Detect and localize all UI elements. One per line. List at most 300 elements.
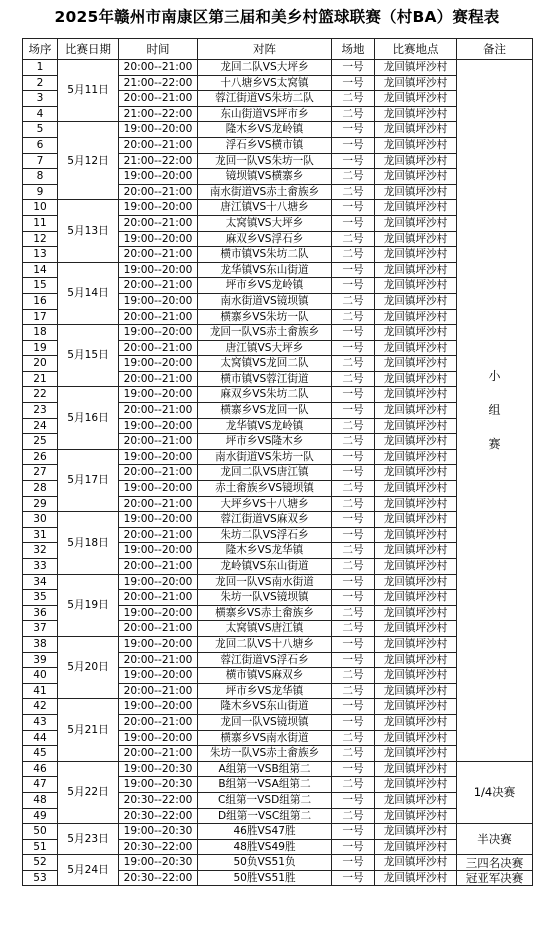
venue-cell: 龙回镇坪沙村	[375, 605, 457, 621]
venue-cell: 龙回镇坪沙村	[375, 730, 457, 746]
schedule-body	[23, 60, 533, 886]
venue-cell: 龙回镇坪沙村	[375, 387, 457, 403]
venue-cell: 龙回镇坪沙村	[375, 746, 457, 762]
venue-cell: 龙回镇坪沙村	[375, 777, 457, 793]
venue-cell: 龙回镇坪沙村	[375, 668, 457, 684]
table-row	[23, 122, 533, 138]
venue-cell: 龙回镇坪沙村	[375, 574, 457, 590]
match-number-cell: 13	[23, 247, 58, 263]
header-notes: 备注	[457, 39, 533, 60]
venue-cell: 龙回镇坪沙村	[375, 340, 457, 356]
match-number-cell: 3	[23, 91, 58, 107]
venue-cell: 龙回镇坪沙村	[375, 153, 457, 169]
matchup-cell: 隆木乡VS龙华镇	[198, 543, 332, 559]
court-cell: 二号	[332, 621, 375, 637]
match-number-cell: 9	[23, 184, 58, 200]
time-cell: 20:00--21:00	[119, 652, 198, 668]
time-cell: 19:00--20:00	[119, 356, 198, 372]
time-cell: 19:00--20:00	[119, 387, 198, 403]
court-cell: 一号	[332, 60, 375, 76]
table-row	[23, 325, 533, 341]
court-cell: 一号	[332, 636, 375, 652]
matchup-cell: 浮石乡VS横市镇	[198, 137, 332, 153]
time-cell: 19:00--20:00	[119, 605, 198, 621]
match-number-cell: 1	[23, 60, 58, 76]
matchup-cell: 太窝镇VS唐江镇	[198, 621, 332, 637]
date-cell: 5月14日	[58, 262, 119, 324]
page-title: 2025年赣州市南康区第三届和美乡村篮球联赛（村BA）赛程表	[54, 8, 500, 26]
court-cell: 一号	[332, 527, 375, 543]
time-cell: 20:00--21:00	[119, 621, 198, 637]
court-cell: 二号	[332, 418, 375, 434]
time-cell: 19:00--20:30	[119, 777, 198, 793]
matchup-cell: 坪市乡VS龙华镇	[198, 683, 332, 699]
time-cell: 20:00--21:00	[119, 137, 198, 153]
court-cell: 一号	[332, 855, 375, 871]
court-cell: 二号	[332, 91, 375, 107]
court-cell: 一号	[332, 761, 375, 777]
table-row	[23, 761, 533, 777]
time-cell: 20:30--22:00	[119, 839, 198, 855]
time-cell: 19:00--20:00	[119, 699, 198, 715]
match-number-cell: 22	[23, 387, 58, 403]
court-cell: 一号	[332, 870, 375, 886]
match-number-cell: 51	[23, 839, 58, 855]
time-cell: 20:00--21:00	[119, 403, 198, 419]
time-cell: 19:00--20:00	[119, 200, 198, 216]
matchup-cell: 蓉江街道VS麻双乡	[198, 512, 332, 528]
stage-note: 三四名决赛	[457, 855, 533, 871]
court-cell: 二号	[332, 106, 375, 122]
venue-cell: 龙回镇坪沙村	[375, 356, 457, 372]
time-cell: 19:00--20:00	[119, 481, 198, 497]
matchup-cell: 46胜VS47胜	[198, 824, 332, 840]
match-number-cell: 27	[23, 465, 58, 481]
match-number-cell: 48	[23, 792, 58, 808]
time-cell: 19:00--20:00	[119, 122, 198, 138]
match-number-cell: 2	[23, 75, 58, 91]
time-cell: 19:00--20:30	[119, 824, 198, 840]
match-number-cell: 34	[23, 574, 58, 590]
venue-cell: 龙回镇坪沙村	[375, 792, 457, 808]
venue-cell: 龙回镇坪沙村	[375, 683, 457, 699]
court-cell: 一号	[332, 574, 375, 590]
match-number-cell: 16	[23, 293, 58, 309]
court-cell: 一号	[332, 200, 375, 216]
match-number-cell: 17	[23, 309, 58, 325]
venue-cell: 龙回镇坪沙村	[375, 231, 457, 247]
match-number-cell: 14	[23, 262, 58, 278]
match-number-cell: 47	[23, 777, 58, 793]
match-number-cell: 12	[23, 231, 58, 247]
matchup-cell: 横寨乡VS赤土畲族乡	[198, 605, 332, 621]
date-cell: 5月20日	[58, 636, 119, 698]
time-cell: 19:00--20:00	[119, 512, 198, 528]
match-number-cell: 49	[23, 808, 58, 824]
time-cell: 19:00--20:00	[119, 293, 198, 309]
matchup-cell: 蓉江街道VS浮石乡	[198, 652, 332, 668]
time-cell: 19:00--20:30	[119, 761, 198, 777]
matchup-cell: 南水街道VS赤土畲族乡	[198, 184, 332, 200]
match-number-cell: 50	[23, 824, 58, 840]
court-cell: 一号	[332, 403, 375, 419]
venue-cell: 龙回镇坪沙村	[375, 449, 457, 465]
table-row	[23, 387, 533, 403]
matchup-cell: 50负VS51负	[198, 855, 332, 871]
match-number-cell: 10	[23, 200, 58, 216]
time-cell: 19:00--20:00	[119, 231, 198, 247]
match-number-cell: 38	[23, 636, 58, 652]
court-cell: 二号	[332, 808, 375, 824]
time-cell: 19:00--20:00	[119, 169, 198, 185]
matchup-cell: 太窝镇VS龙回二队	[198, 356, 332, 372]
time-cell: 20:00--21:00	[119, 465, 198, 481]
court-cell: 二号	[332, 309, 375, 325]
matchup-cell: 朱坊一队VS赤土畲族乡	[198, 746, 332, 762]
match-number-cell: 11	[23, 215, 58, 231]
venue-cell: 龙回镇坪沙村	[375, 418, 457, 434]
match-number-cell: 8	[23, 169, 58, 185]
time-cell: 20:00--21:00	[119, 496, 198, 512]
time-cell: 21:00--22:00	[119, 106, 198, 122]
matchup-cell: 镜坝镇VS横寨乡	[198, 169, 332, 185]
date-cell: 5月16日	[58, 387, 119, 449]
venue-cell: 龙回镇坪沙村	[375, 761, 457, 777]
stage-note: 1/4决赛	[457, 761, 533, 823]
header-venue: 比赛地点	[375, 39, 457, 60]
matchup-cell: 隆木乡VS龙岭镇	[198, 122, 332, 138]
matchup-cell: 坪市乡VS龙岭镇	[198, 278, 332, 294]
court-cell: 一号	[332, 699, 375, 715]
match-number-cell: 28	[23, 481, 58, 497]
court-cell: 一号	[332, 215, 375, 231]
match-number-cell: 7	[23, 153, 58, 169]
venue-cell: 龙回镇坪沙村	[375, 184, 457, 200]
match-number-cell: 24	[23, 418, 58, 434]
venue-cell: 龙回镇坪沙村	[375, 496, 457, 512]
match-number-cell: 36	[23, 605, 58, 621]
matchup-cell: 龙回一队VS赤土畲族乡	[198, 325, 332, 341]
time-cell: 19:00--20:00	[119, 574, 198, 590]
matchup-cell: 横寨乡VS朱坊一队	[198, 309, 332, 325]
matchup-cell: 南水街道VS朱坊一队	[198, 449, 332, 465]
matchup-cell: 横寨乡VS龙回一队	[198, 403, 332, 419]
match-number-cell: 42	[23, 699, 58, 715]
matchup-cell: 麻双乡VS朱坊二队	[198, 387, 332, 403]
venue-cell: 龙回镇坪沙村	[375, 215, 457, 231]
match-number-cell: 23	[23, 403, 58, 419]
venue-cell: 龙回镇坪沙村	[375, 106, 457, 122]
venue-cell: 龙回镇坪沙村	[375, 434, 457, 450]
court-cell: 二号	[332, 481, 375, 497]
match-number-cell: 19	[23, 340, 58, 356]
matchup-cell: 龙回一队VS朱坊一队	[198, 153, 332, 169]
match-number-cell: 33	[23, 559, 58, 575]
court-cell: 一号	[332, 792, 375, 808]
matchup-cell: 东山街道VS坪市乡	[198, 106, 332, 122]
date-cell: 5月15日	[58, 325, 119, 387]
stage-note: 冠亚军决赛	[457, 870, 533, 886]
matchup-cell: 隆木乡VS东山街道	[198, 699, 332, 715]
matchup-cell: B组第一VSA组第二	[198, 777, 332, 793]
venue-cell: 龙回镇坪沙村	[375, 465, 457, 481]
table-header-row	[23, 39, 533, 60]
time-cell: 20:00--21:00	[119, 434, 198, 450]
date-cell: 5月22日	[58, 761, 119, 823]
stage-note-group	[457, 60, 533, 762]
court-cell: 二号	[332, 293, 375, 309]
court-cell: 一号	[332, 512, 375, 528]
matchup-cell: 唐江镇VS大坪乡	[198, 340, 332, 356]
time-cell: 20:00--21:00	[119, 340, 198, 356]
venue-cell: 龙回镇坪沙村	[375, 512, 457, 528]
time-cell: 21:00--22:00	[119, 153, 198, 169]
matchup-cell: 龙华镇VS龙岭镇	[198, 418, 332, 434]
match-number-cell: 31	[23, 527, 58, 543]
venue-cell: 龙回镇坪沙村	[375, 699, 457, 715]
venue-cell: 龙回镇坪沙村	[375, 714, 457, 730]
venue-cell: 龙回镇坪沙村	[375, 543, 457, 559]
matchup-cell: C组第一VSD组第二	[198, 792, 332, 808]
time-cell: 20:00--21:00	[119, 683, 198, 699]
court-cell: 一号	[332, 75, 375, 91]
court-cell: 一号	[332, 122, 375, 138]
matchup-cell: 50胜VS51胜	[198, 870, 332, 886]
court-cell: 一号	[332, 137, 375, 153]
match-number-cell: 6	[23, 137, 58, 153]
venue-cell: 龙回镇坪沙村	[375, 481, 457, 497]
note-char: 组	[488, 403, 501, 418]
court-cell: 二号	[332, 371, 375, 387]
time-cell: 19:00--20:00	[119, 262, 198, 278]
court-cell: 一号	[332, 824, 375, 840]
time-cell: 19:00--20:00	[119, 325, 198, 341]
time-cell: 19:00--20:00	[119, 449, 198, 465]
venue-cell: 龙回镇坪沙村	[375, 870, 457, 886]
court-cell: 一号	[332, 449, 375, 465]
stage-note: 半决赛	[457, 824, 533, 855]
date-cell: 5月21日	[58, 699, 119, 761]
header-time: 时间	[119, 39, 198, 60]
time-cell: 20:00--21:00	[119, 60, 198, 76]
time-cell: 20:30--22:00	[119, 792, 198, 808]
court-cell: 二号	[332, 730, 375, 746]
match-number-cell: 39	[23, 652, 58, 668]
venue-cell: 龙回镇坪沙村	[375, 371, 457, 387]
venue-cell: 龙回镇坪沙村	[375, 60, 457, 76]
venue-cell: 龙回镇坪沙村	[375, 309, 457, 325]
date-cell: 5月24日	[58, 855, 119, 886]
match-number-cell: 4	[23, 106, 58, 122]
venue-cell: 龙回镇坪沙村	[375, 590, 457, 606]
matchup-cell: 唐江镇VS十八塘乡	[198, 200, 332, 216]
header-court: 场地	[332, 39, 375, 60]
table-row	[23, 574, 533, 590]
court-cell: 一号	[332, 714, 375, 730]
match-number-cell: 29	[23, 496, 58, 512]
venue-cell: 龙回镇坪沙村	[375, 403, 457, 419]
venue-cell: 龙回镇坪沙村	[375, 325, 457, 341]
court-cell: 一号	[332, 387, 375, 403]
venue-cell: 龙回镇坪沙村	[375, 262, 457, 278]
schedule-table	[22, 38, 533, 886]
match-number-cell: 20	[23, 356, 58, 372]
note-char: 小	[488, 369, 501, 384]
matchup-cell: 龙岭镇VS东山街道	[198, 559, 332, 575]
match-number-cell: 21	[23, 371, 58, 387]
court-cell: 二号	[332, 184, 375, 200]
venue-cell: 龙回镇坪沙村	[375, 169, 457, 185]
matchup-cell: 横市镇VS麻双乡	[198, 668, 332, 684]
table-row	[23, 855, 533, 871]
table-row	[23, 699, 533, 715]
matchup-cell: A组第一VSB组第二	[198, 761, 332, 777]
court-cell: 二号	[332, 559, 375, 575]
match-number-cell: 40	[23, 668, 58, 684]
venue-cell: 龙回镇坪沙村	[375, 824, 457, 840]
court-cell: 二号	[332, 683, 375, 699]
time-cell: 20:00--21:00	[119, 527, 198, 543]
matchup-cell: 48胜VS49胜	[198, 839, 332, 855]
match-number-cell: 25	[23, 434, 58, 450]
time-cell: 19:00--20:30	[119, 855, 198, 871]
table-row	[23, 60, 533, 76]
venue-cell: 龙回镇坪沙村	[375, 527, 457, 543]
time-cell: 21:00--22:00	[119, 75, 198, 91]
time-cell: 20:00--21:00	[119, 746, 198, 762]
venue-cell: 龙回镇坪沙村	[375, 247, 457, 263]
matchup-cell: 朱坊一队VS镜坝镇	[198, 590, 332, 606]
date-cell: 5月12日	[58, 122, 119, 200]
matchup-cell: 龙回二队VS大坪乡	[198, 60, 332, 76]
venue-cell: 龙回镇坪沙村	[375, 636, 457, 652]
match-number-cell: 44	[23, 730, 58, 746]
time-cell: 20:30--22:00	[119, 870, 198, 886]
venue-cell: 龙回镇坪沙村	[375, 559, 457, 575]
court-cell: 二号	[332, 496, 375, 512]
match-number-cell: 45	[23, 746, 58, 762]
matchup-cell: 赤土畲族乡VS镜坝镇	[198, 481, 332, 497]
matchup-cell: 龙回一队VS南水街道	[198, 574, 332, 590]
matchup-cell: 横市镇VS朱坊二队	[198, 247, 332, 263]
matchup-cell: 蓉江街道VS朱坊二队	[198, 91, 332, 107]
note-char: 赛	[488, 437, 501, 452]
time-cell: 20:00--21:00	[119, 215, 198, 231]
table-row	[23, 200, 533, 216]
time-cell: 20:00--21:00	[119, 559, 198, 575]
time-cell: 20:00--21:00	[119, 309, 198, 325]
match-number-cell: 52	[23, 855, 58, 871]
match-number-cell: 43	[23, 714, 58, 730]
match-number-cell: 26	[23, 449, 58, 465]
venue-cell: 龙回镇坪沙村	[375, 75, 457, 91]
court-cell: 二号	[332, 247, 375, 263]
match-number-cell: 37	[23, 621, 58, 637]
venue-cell: 龙回镇坪沙村	[375, 855, 457, 871]
court-cell: 二号	[332, 169, 375, 185]
venue-cell: 龙回镇坪沙村	[375, 91, 457, 107]
court-cell: 二号	[332, 668, 375, 684]
date-cell: 5月11日	[58, 60, 119, 122]
matchup-cell: D组第一VSC组第二	[198, 808, 332, 824]
court-cell: 二号	[332, 605, 375, 621]
matchup-cell: 横市镇VS蓉江街道	[198, 371, 332, 387]
matchup-cell: 龙回二队VS唐江镇	[198, 465, 332, 481]
header-matchup: 对阵	[198, 39, 332, 60]
venue-cell: 龙回镇坪沙村	[375, 808, 457, 824]
court-cell: 一号	[332, 340, 375, 356]
court-cell: 二号	[332, 777, 375, 793]
matchup-cell: 麻双乡VS浮石乡	[198, 231, 332, 247]
matchup-cell: 十八塘乡VS太窝镇	[198, 75, 332, 91]
venue-cell: 龙回镇坪沙村	[375, 278, 457, 294]
venue-cell: 龙回镇坪沙村	[375, 652, 457, 668]
match-number-cell: 30	[23, 512, 58, 528]
time-cell: 19:00--20:00	[119, 730, 198, 746]
court-cell: 一号	[332, 153, 375, 169]
time-cell: 20:00--21:00	[119, 278, 198, 294]
matchup-cell: 横寨乡VS南水街道	[198, 730, 332, 746]
venue-cell: 龙回镇坪沙村	[375, 200, 457, 216]
header-date: 比赛日期	[58, 39, 119, 60]
venue-cell: 龙回镇坪沙村	[375, 122, 457, 138]
time-cell: 20:00--21:00	[119, 714, 198, 730]
court-cell: 一号	[332, 278, 375, 294]
court-cell: 一号	[332, 325, 375, 341]
date-cell: 5月18日	[58, 512, 119, 574]
date-cell: 5月23日	[58, 824, 119, 855]
match-number-cell: 35	[23, 590, 58, 606]
match-number-cell: 32	[23, 543, 58, 559]
time-cell: 20:00--21:00	[119, 247, 198, 263]
matchup-cell: 南水街道VS镜坝镇	[198, 293, 332, 309]
venue-cell: 龙回镇坪沙村	[375, 137, 457, 153]
header-match-number: 场序	[23, 39, 58, 60]
time-cell: 20:00--21:00	[119, 91, 198, 107]
table-row	[23, 512, 533, 528]
match-number-cell: 15	[23, 278, 58, 294]
court-cell: 一号	[332, 652, 375, 668]
matchup-cell: 龙回二队VS十八塘乡	[198, 636, 332, 652]
table-row	[23, 824, 533, 840]
matchup-cell: 太窝镇VS大坪乡	[198, 215, 332, 231]
match-number-cell: 5	[23, 122, 58, 138]
match-number-cell: 18	[23, 325, 58, 341]
matchup-cell: 坪市乡VS隆木乡	[198, 434, 332, 450]
court-cell: 一号	[332, 590, 375, 606]
time-cell: 19:00--20:00	[119, 636, 198, 652]
matchup-cell: 大坪乡VS十八塘乡	[198, 496, 332, 512]
table-row	[23, 262, 533, 278]
time-cell: 20:30--22:00	[119, 808, 198, 824]
match-number-cell: 41	[23, 683, 58, 699]
matchup-cell: 龙华镇VS东山街道	[198, 262, 332, 278]
matchup-cell: 朱坊二队VS浮石乡	[198, 527, 332, 543]
match-number-cell: 53	[23, 870, 58, 886]
court-cell: 二号	[332, 356, 375, 372]
date-cell: 5月13日	[58, 200, 119, 262]
court-cell: 一号	[332, 262, 375, 278]
date-cell: 5月17日	[58, 449, 119, 511]
court-cell: 一号	[332, 839, 375, 855]
time-cell: 19:00--20:00	[119, 543, 198, 559]
court-cell: 一号	[332, 465, 375, 481]
venue-cell: 龙回镇坪沙村	[375, 621, 457, 637]
court-cell: 二号	[332, 543, 375, 559]
court-cell: 二号	[332, 434, 375, 450]
time-cell: 19:00--20:00	[119, 668, 198, 684]
time-cell: 19:00--20:00	[119, 418, 198, 434]
